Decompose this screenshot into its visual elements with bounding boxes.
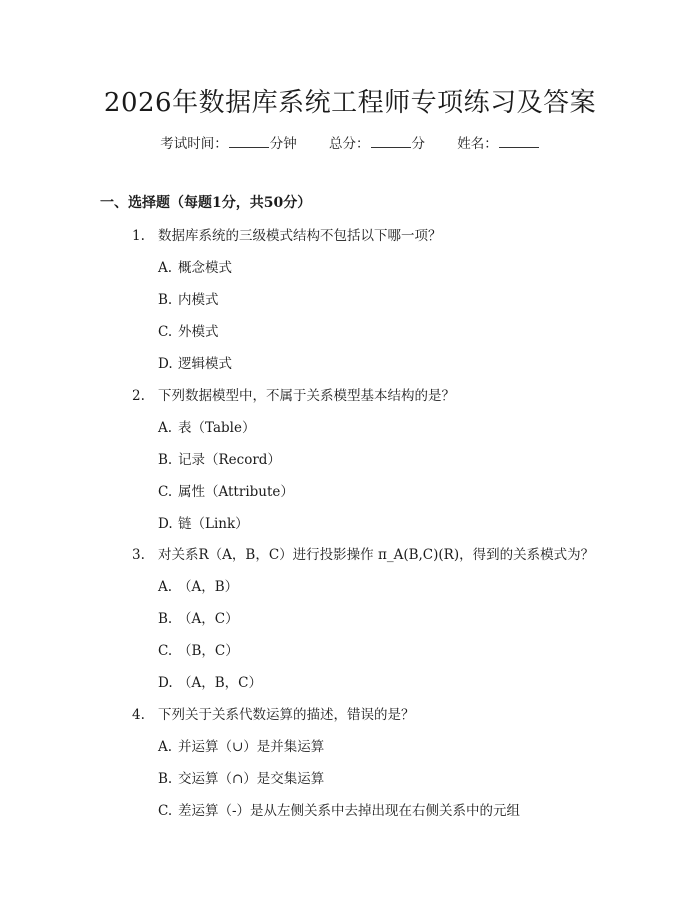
option-text: 表（Table） <box>178 420 256 436</box>
document-title: 2026年数据库系统工程师专项练习及答案 <box>103 88 597 118</box>
option-item <box>158 352 232 372</box>
section-heading: 一、选择题（每题1分，共50分） <box>100 195 312 211</box>
exam-time-unit: 分钟 <box>269 136 297 152</box>
question-item <box>132 543 594 563</box>
option-text: 并运算（∪）是并集运算 <box>178 739 325 755</box>
option-text: 链（Link） <box>178 516 249 532</box>
question-number: 4. <box>132 707 145 723</box>
option-text: 概念模式 <box>178 260 232 276</box>
student-name-blank <box>499 135 539 148</box>
option-item <box>158 416 255 436</box>
option-letter: A. <box>158 420 173 436</box>
option-letter: A. <box>158 579 173 595</box>
total-score-unit: 分 <box>411 136 425 152</box>
question-text: 数据库系统的三级模式结构不包括以下哪一项？ <box>158 228 442 244</box>
option-text: （A，B，C） <box>178 675 262 691</box>
option-text: （A，B） <box>178 579 239 595</box>
option-text: 交运算（∩）是交集运算 <box>178 771 325 787</box>
question-text: 下列关于关系代数运算的描述，错误的是？ <box>158 707 415 723</box>
exam-time <box>160 136 297 152</box>
question-item <box>132 703 415 723</box>
option-letter: A. <box>158 739 173 755</box>
option-letter: B. <box>158 611 173 627</box>
option-letter: C. <box>158 484 173 500</box>
question-item <box>132 384 455 404</box>
option-item <box>158 735 324 755</box>
option-item <box>158 320 219 340</box>
total-score <box>329 136 425 152</box>
option-text: 差运算（-）是从左侧关系中去掉出现在右侧关系中的元组 <box>178 803 521 819</box>
option-letter: D. <box>158 516 173 532</box>
option-letter: C. <box>158 324 173 340</box>
option-text: （A，C） <box>178 611 239 627</box>
option-item <box>158 512 249 532</box>
option-letter: D. <box>158 356 173 372</box>
option-item <box>158 799 520 819</box>
student-name <box>457 136 540 152</box>
option-letter: D. <box>158 675 173 691</box>
option-text: 记录（Record） <box>178 452 281 468</box>
option-letter: B. <box>158 292 173 308</box>
question-number: 3. <box>132 547 145 563</box>
question-number: 1. <box>132 228 145 244</box>
option-text: （B，C） <box>178 643 239 659</box>
option-item <box>158 480 294 500</box>
exam-time-label: 考试时间： <box>160 136 228 152</box>
question-number: 2. <box>132 388 145 404</box>
exam-time-blank <box>229 135 269 148</box>
option-letter: C. <box>158 803 173 819</box>
option-item <box>158 639 239 659</box>
exam-meta <box>0 132 700 152</box>
option-item <box>158 256 232 276</box>
question-text: 下列数据模型中，不属于关系模型基本结构的是？ <box>158 388 455 404</box>
option-item <box>158 607 239 627</box>
option-letter: C. <box>158 643 173 659</box>
option-text: 外模式 <box>178 324 219 340</box>
question-text: 对关系R（A，B，C）进行投影操作 π_A(B,C)(R)，得到的关系模式为？ <box>158 547 595 563</box>
option-text: 内模式 <box>178 292 219 308</box>
student-name-label: 姓名： <box>457 136 498 152</box>
option-item <box>158 288 219 308</box>
option-item <box>158 575 238 595</box>
option-text: 属性（Attribute） <box>178 484 294 500</box>
total-score-blank <box>371 135 411 148</box>
option-letter: B. <box>158 771 173 787</box>
option-letter: A. <box>158 260 173 276</box>
total-score-label: 总分： <box>329 136 370 152</box>
option-text: 逻辑模式 <box>178 356 232 372</box>
option-item <box>158 767 324 787</box>
question-item <box>132 224 442 244</box>
option-item <box>158 671 262 691</box>
option-item <box>158 448 281 468</box>
option-letter: B. <box>158 452 173 468</box>
